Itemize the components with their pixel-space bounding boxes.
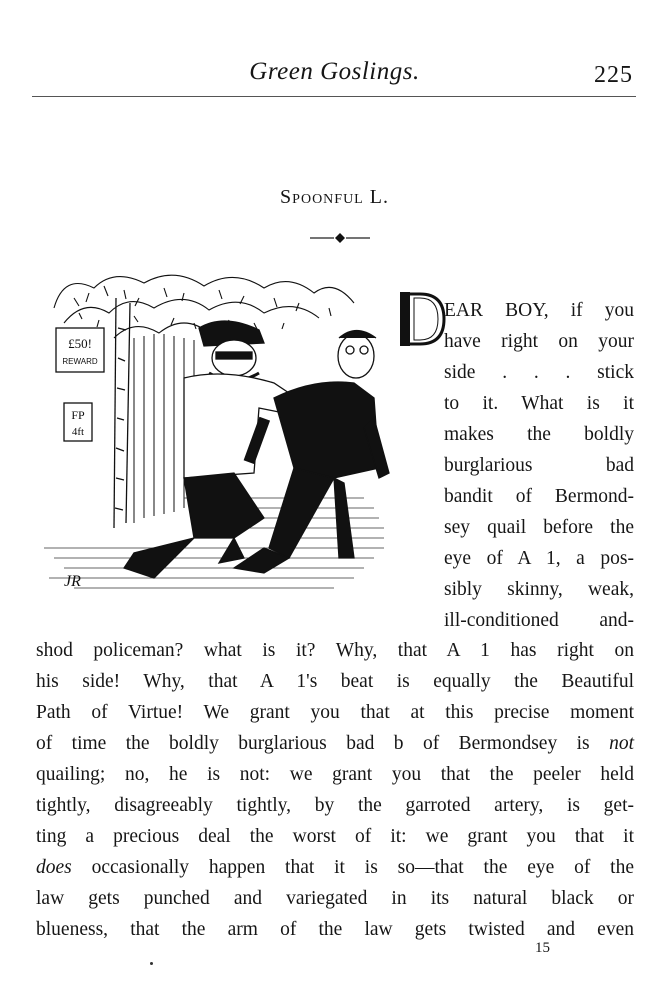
text-line: side . . . stick	[444, 362, 634, 383]
text-line: ill-conditioned and-	[444, 610, 634, 631]
speck	[150, 962, 153, 965]
text-line: shod policeman? what is it? Why, that A 1 has right on	[36, 640, 634, 661]
monogram: JR	[64, 573, 81, 590]
svg-text:4ft: 4ft	[71, 426, 85, 438]
text-segment: occasionally happen that it is so—that the eye of the	[91, 857, 634, 878]
text-line: bandit of Bermond-	[444, 486, 634, 507]
text-line: Path of Virtue! We grant you that at this precise moment	[36, 702, 634, 723]
text-line: sey quail before the	[444, 517, 634, 538]
svg-text:REWARD: REWARD	[62, 357, 98, 366]
text-line: sibly skinny, weak,	[444, 579, 634, 600]
text-line-with-italic	[36, 733, 634, 755]
italic-word-does: does	[36, 857, 72, 878]
fp-sign	[64, 403, 92, 441]
text-line: ting a precious deal the worst of it: we grant you that it	[36, 826, 634, 847]
signature-mark: 15	[535, 940, 550, 956]
dropcap-char: D	[398, 290, 399, 291]
text-line: eye of A 1, a pos-	[444, 548, 634, 569]
tree-trunk	[114, 298, 130, 528]
text-line: to it. What is it	[444, 393, 634, 414]
reward-sign	[56, 328, 104, 372]
chapter-title: Spoonful L.	[280, 186, 389, 208]
ornament-divider	[310, 231, 370, 245]
text-line-with-italic	[36, 857, 634, 879]
text-line: tightly, disagreeably tightly, by the garroted artery, is get-	[36, 795, 634, 816]
text-line: his side! Why, that A 1's beat is equally the Beautiful	[36, 671, 634, 692]
text-line: makes the boldly	[444, 424, 634, 445]
illustration-policeman-struggle	[34, 268, 394, 613]
svg-text:FP: FP	[71, 408, 85, 422]
running-title: Green Goslings.	[249, 58, 420, 85]
text-line: blueness, that the arm of the law gets twisted and even	[36, 919, 634, 940]
header-rule	[32, 96, 636, 97]
text-line: have right on your	[444, 331, 634, 352]
text-line: quailing; no, he is not: we grant you that the peeler held	[36, 764, 634, 785]
text-segment: of time the boldly burglarious bad b of Bermondsey is	[36, 733, 590, 754]
policeman-figure	[234, 331, 389, 574]
italic-word-not: not	[609, 733, 635, 754]
text-line: law gets punched and variegated in its natural black or	[36, 888, 634, 909]
page-number: 225	[594, 62, 633, 88]
dropcap-letter	[398, 290, 448, 348]
text-line: burglarious bad	[444, 455, 634, 476]
text-line: EAR BOY, if you	[444, 300, 634, 321]
svg-text:£50!: £50!	[68, 336, 92, 351]
